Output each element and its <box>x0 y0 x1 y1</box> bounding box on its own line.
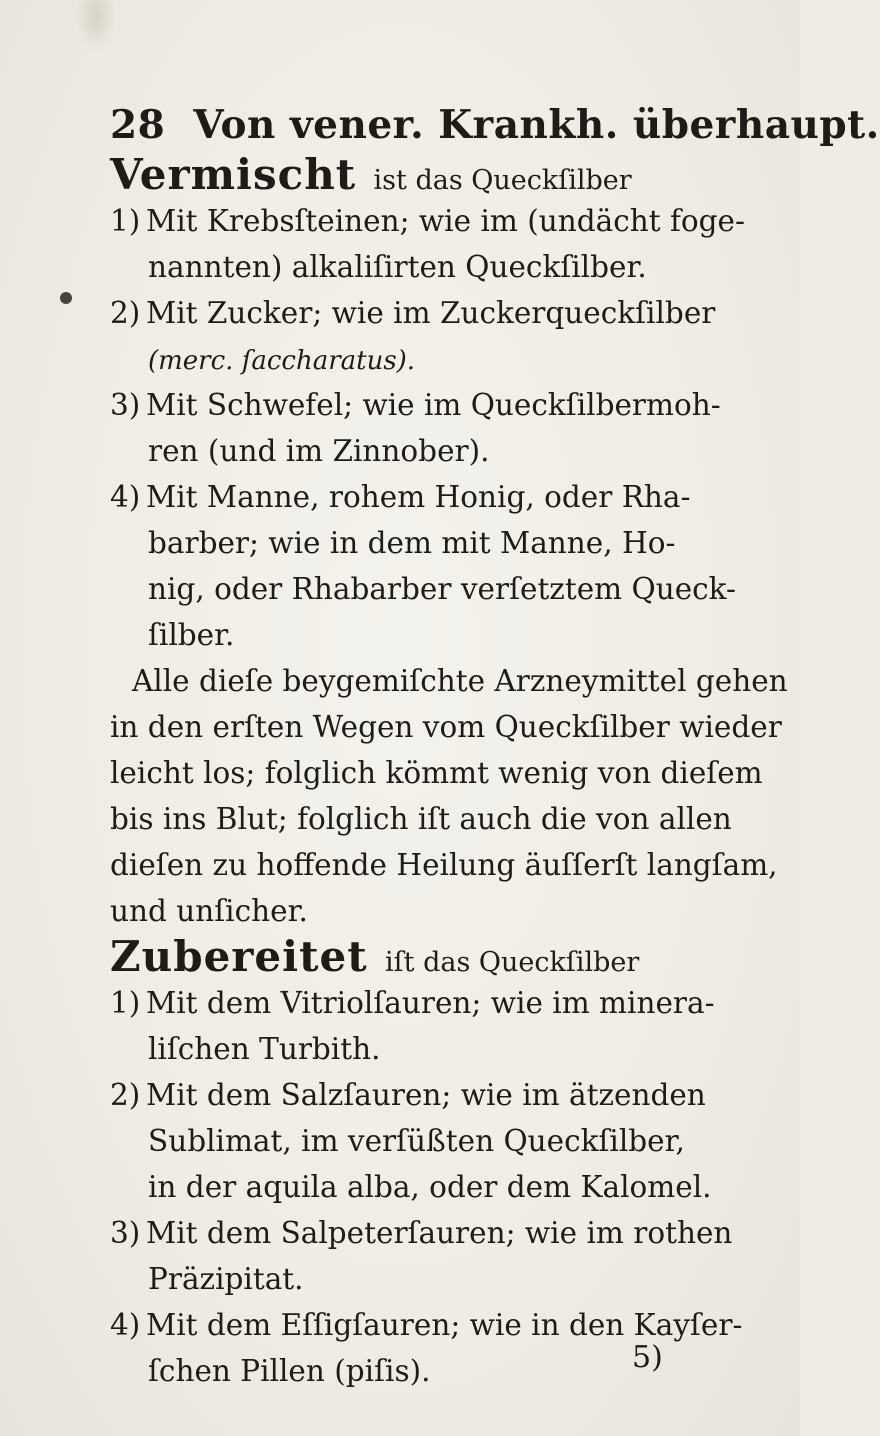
section-heading-word: Zubereitet <box>110 932 368 981</box>
list-item-line <box>110 474 710 520</box>
paragraph-text: und unſicher. <box>110 894 308 928</box>
item-text: Mit dem Vitriolſauren; wie im minera- <box>146 986 715 1020</box>
paragraph-line <box>110 888 710 934</box>
item-text: ſilber. <box>148 618 235 652</box>
page-number: 28 <box>110 102 166 148</box>
list-item-line <box>110 1348 710 1394</box>
item-text: liſchen Turbith. <box>148 1032 381 1066</box>
item-text: Mit dem Salpeterſauren; wie im rothen <box>146 1216 733 1250</box>
paragraph-line <box>110 796 732 842</box>
item-text: Mit Manne, rohem Honig, oder Rha- <box>146 480 691 514</box>
item-text: Mit dem Eſſigſauren; wie in den Kayſer- <box>146 1308 743 1342</box>
paragraph-text: Alle dieſe beygemiſchte Arzneymittel gehen <box>132 664 788 698</box>
item-text-latin: (merc. ſaccharatus). <box>148 346 416 376</box>
running-head <box>110 102 880 148</box>
list-item-line <box>110 198 745 244</box>
item-text: barber; wie in dem mit Manne, Ho- <box>148 526 676 560</box>
list-item-line <box>110 1072 710 1118</box>
list-item-line <box>110 1118 710 1164</box>
paragraph-text: leicht los; folglich kömmt wenig von dieſem <box>110 756 763 790</box>
item-text: nannten) alkaliſirten Queckſilber. <box>148 250 647 284</box>
list-item-line <box>110 566 736 612</box>
paragraph-line <box>110 704 782 750</box>
list-item-line <box>110 1026 710 1072</box>
list-item-line <box>110 1256 710 1302</box>
paragraph-line <box>110 750 763 796</box>
paragraph-line <box>110 658 788 704</box>
item-number: 2) <box>110 296 141 330</box>
item-number: 4) <box>110 480 141 514</box>
list-item-line <box>110 428 710 474</box>
list-item-line <box>110 1164 710 1210</box>
item-text: ren (und im Zinnober). <box>148 434 490 468</box>
list-item-line <box>110 290 716 336</box>
item-text: in der aquila alba, oder dem Kalomel. <box>148 1170 712 1204</box>
item-number: 3) <box>110 388 141 422</box>
page-text <box>110 150 788 1394</box>
section-heading-vermischt <box>110 152 710 198</box>
list-item-line <box>110 980 715 1026</box>
list-item-line <box>110 520 710 566</box>
section-heading-rest: ist das Queckſilber <box>373 165 632 196</box>
paragraph-text: dieſen zu hoffende Heilung äuſſerſt langſam, <box>110 848 778 882</box>
list-item-line <box>110 1302 743 1348</box>
item-text: Mit Zucker; wie im Zuckerqueckſilber <box>146 296 716 330</box>
margin-ink-dot <box>60 292 72 304</box>
item-text: Mit Krebsſteinen; wie im (undächt foge- <box>146 204 745 238</box>
item-number: 1) <box>110 986 141 1020</box>
list-item-line <box>110 612 710 658</box>
list-item-line <box>110 336 710 382</box>
paragraph-text: bis ins Blut; folglich iſt auch die von allen <box>110 802 732 836</box>
item-text: Sublimat, im verſüßten Queckſilber, <box>148 1124 685 1158</box>
list-item-line <box>110 1210 733 1256</box>
paragraph-text: in den erſten Wegen vom Queckſilber wieder <box>110 710 782 744</box>
section-heading-zubereitet <box>110 934 710 980</box>
item-text: Mit Schwefel; wie im Queckſilbermoh- <box>146 388 721 422</box>
list-item-line <box>110 382 721 428</box>
item-text: ſchen Pillen (piſis). <box>148 1354 431 1388</box>
paragraph-line <box>110 842 778 888</box>
section-heading-rest: iſt das Queckſilber <box>385 947 640 978</box>
list-item-line <box>110 244 710 290</box>
item-number: 4) <box>110 1308 141 1342</box>
catchword: 5) <box>632 1340 663 1375</box>
item-number: 2) <box>110 1078 141 1112</box>
section-heading-word: Vermischt <box>110 150 357 199</box>
item-text: Präzipitat. <box>148 1262 304 1296</box>
item-text: Mit dem Salzſauren; wie im ätzenden <box>146 1078 706 1112</box>
item-text: nig, oder Rhabarber verſetztem Queck- <box>148 572 736 606</box>
paper-stain <box>76 0 116 52</box>
item-number: 3) <box>110 1216 141 1250</box>
running-title: Von vener. Krankh. überhaupt. <box>193 102 880 148</box>
item-number: 1) <box>110 204 141 238</box>
